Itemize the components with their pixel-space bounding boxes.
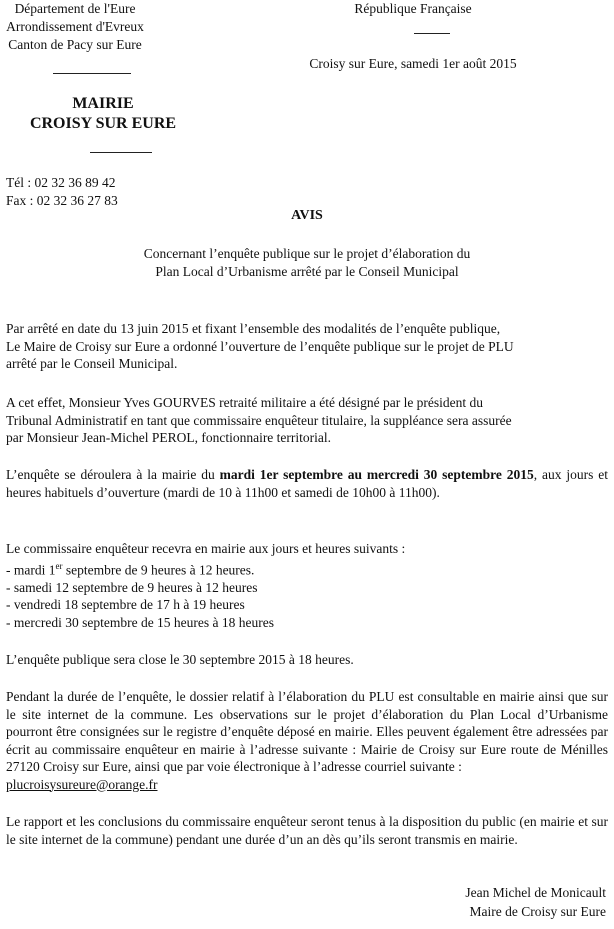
place-date: Croisy sur Eure, samedi 1er août 2015 xyxy=(309,56,517,71)
list-item: - mercredi 30 septembre de 15 heures à 18 heures xyxy=(6,614,275,630)
mairie-name: CROISY SUR EURE xyxy=(29,115,177,132)
signature-block xyxy=(386,883,606,921)
paragraph-line: Le Maire de Croisy sur Eure a ordonné l’ouverture de l’enquête publique sur le projet de PLU xyxy=(6,338,514,354)
signatory-role: Maire de Croisy sur Eure xyxy=(469,904,606,919)
avis-title: AVIS xyxy=(291,208,323,223)
list-item-text: - mardi 1 xyxy=(6,562,56,577)
arrondissement-line: Arrondissement d'Evreux xyxy=(6,19,144,34)
paragraph-dates xyxy=(6,466,608,501)
department-line: Département de l'Eure xyxy=(14,1,136,16)
paragraph-line: A cet effet, Monsieur Yves GOURVES retraité militaire a été désigné par le président du xyxy=(6,395,484,410)
department-header xyxy=(0,0,150,54)
mairie-title: MAIRIE xyxy=(72,95,134,112)
republic-title: République Française xyxy=(354,1,472,16)
paragraph-line: Par arrêté en date du 13 juin 2015 et fixant l’ensemble des modalités de l’enquête publique, xyxy=(6,321,501,336)
dossier-text: Pendant la durée de l’enquête, le dossier relatif à l’élaboration du PLU est consultable en mairie ainsi que sur le site internet de la commune. Les observations sur le projet d’élaboration du Plan Local d’Urbanisme pourront être consignées sur le registre d’enquête déposé en mairie. Elles peuvent également être adressées par écrit au commissaire enquêteur en mairie à l’adresse suivante : Mairie de Croisy sur Eure route de Ménilles 27120 Croisy sur Eure, ainsi que par voie électronique à l’adresse courriel suivante : xyxy=(6,689,608,774)
paragraph-rapport: Le rapport et les conclusions du commissaire enquêteur seront tenus à la disposition du public (en mairie et sur le site internet de la commune) pendant une durée d’un an dès qu’ils seront transmis en mairie. xyxy=(6,814,608,847)
email-link[interactable]: plucroisysureure@orange.fr xyxy=(6,776,158,792)
signatory-name: Jean Michel de Monicault xyxy=(465,885,606,900)
permanences-list xyxy=(6,540,608,631)
paragraph-line: par Monsieur Jean-Michel PEROL, fonctionnaire territorial. xyxy=(6,430,332,445)
phone: Tél : 02 32 36 89 42 xyxy=(6,175,116,190)
divider-left xyxy=(53,73,131,74)
avis-subject-line1: Concernant l’enquête publique sur le projet d’élaboration du xyxy=(143,246,471,261)
list-item: - samedi 12 septembre de 9 heures à 12 heures xyxy=(6,579,258,595)
list-item-text: septembre de 9 heures à 12 heures. xyxy=(62,562,255,577)
paragraph-arrete xyxy=(6,320,608,373)
list-item xyxy=(6,558,608,579)
contact-block xyxy=(6,174,118,210)
fax: Fax : 02 32 36 27 83 xyxy=(6,193,118,208)
divider-mairie xyxy=(90,152,152,153)
ordinal-suffix: er xyxy=(55,560,63,571)
republic-header xyxy=(278,0,548,18)
list-item: - vendredi 18 septembre de 17 h à 19 heures xyxy=(6,597,245,612)
canton-line: Canton de Pacy sur Eure xyxy=(8,37,142,52)
paragraph-line: Tribunal Administratif en tant que commissaire enquêteur titulaire, la suppléance sera assurée xyxy=(6,412,512,428)
divider-right xyxy=(414,33,450,34)
paragraph-commissaire xyxy=(6,394,608,447)
mairie-block xyxy=(28,94,178,134)
avis-subject-line2: Plan Local d’Urbanisme arrêté par le Conseil Municipal xyxy=(155,264,459,279)
paragraph-dossier xyxy=(6,688,608,793)
dates-range: mardi 1er septembre au mercredi 30 septembre 2015 xyxy=(219,467,534,482)
dates-intro: L’enquête se déroulera à la mairie du xyxy=(6,467,220,482)
permanences-intro: Le commissaire enquêteur recevra en mairie aux jours et heures suivants : xyxy=(6,541,406,556)
paragraph-line: arrêté par le Conseil Municipal. xyxy=(6,356,178,371)
dates-hours: , aux jours et heures habituels d’ouverture (mardi de 10 à 11h00 et samedi de 10h00 à 11h00). xyxy=(6,467,608,500)
paragraph-cloture: L’enquête publique sera close le 30 septembre 2015 à 18 heures. xyxy=(6,652,354,667)
avis-subject xyxy=(0,245,614,281)
